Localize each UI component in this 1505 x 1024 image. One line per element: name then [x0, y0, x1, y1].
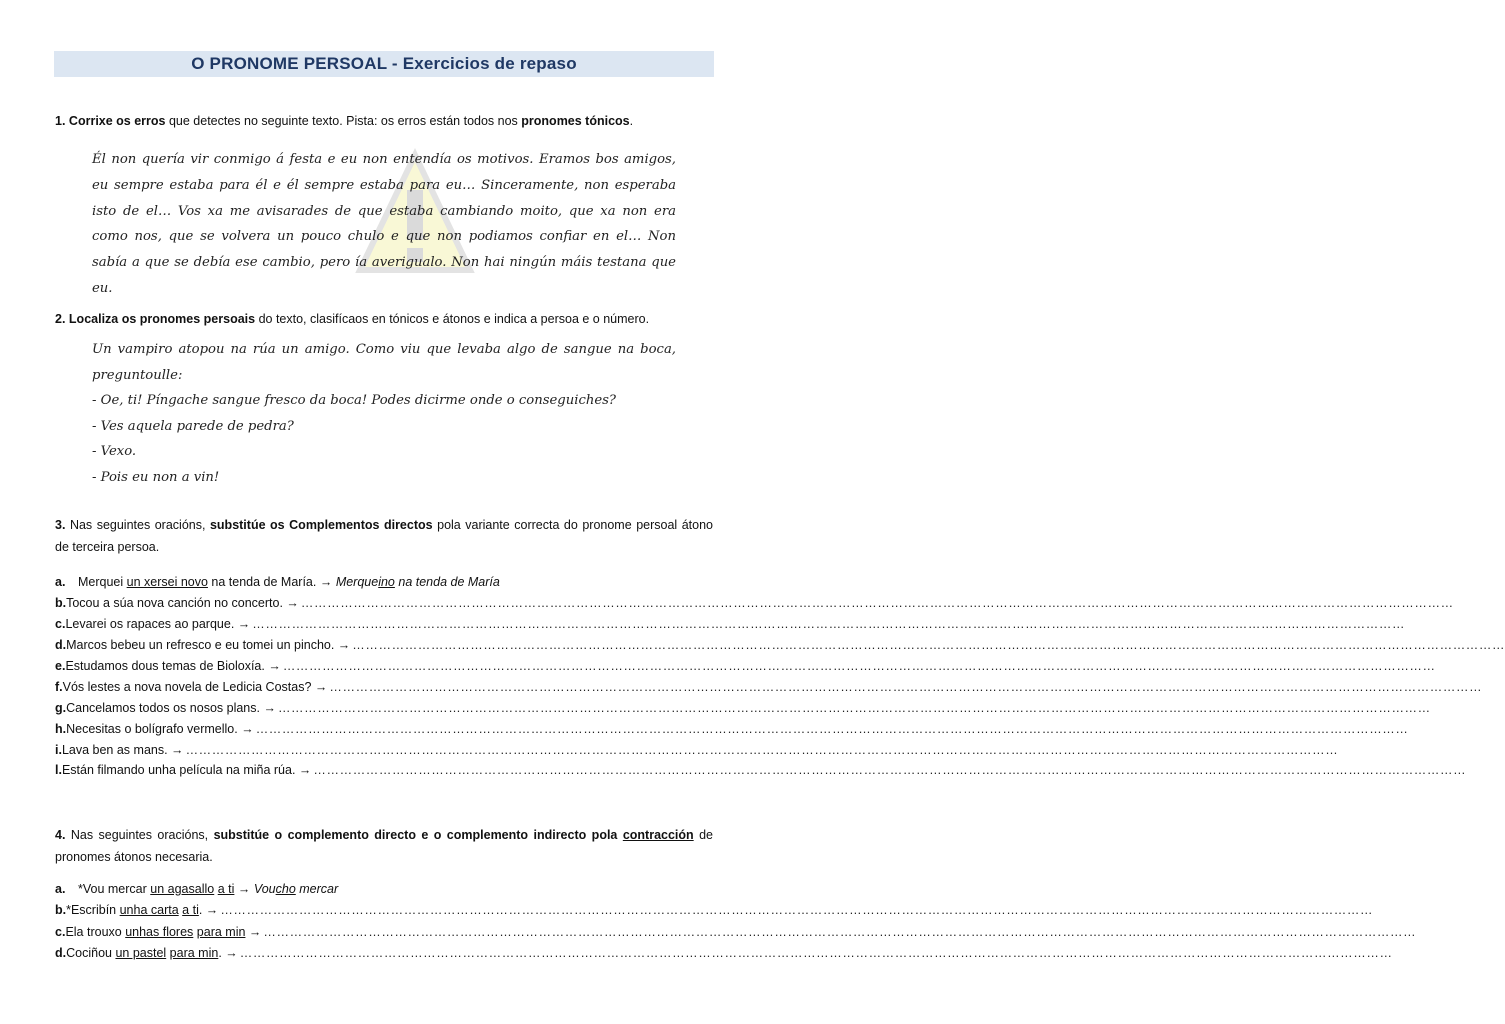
- item-letter: i.: [55, 742, 62, 757]
- dialogue-line: - Vexo.: [92, 444, 137, 459]
- exercise-1-heading: [55, 114, 633, 128]
- answer-blank[interactable]: …………………………………………………………………………………………………………………………………………………………………………………………………………………………………………: [329, 679, 1483, 694]
- answer-blank[interactable]: …………………………………………………………………………………………………………………………………………………………………………………………………………………………………………: [255, 721, 1409, 736]
- list-item: [55, 739, 1339, 760]
- item-text: Cociñou un pastel para min. →: [66, 946, 238, 961]
- dialogue-line: - Ves aquela parede de pedra?: [92, 418, 294, 434]
- answer-blank[interactable]: …………………………………………………………………………………………………………………………………………………………………………………………………………………………………………: [220, 903, 1374, 918]
- item-text: Cancelamos todos os nosos plans. →: [66, 700, 276, 715]
- answer-blank[interactable]: …………………………………………………………………………………………………………………………………………………………………………………………………………………………………………: [277, 700, 1431, 715]
- item-letter: c.: [55, 617, 66, 632]
- page-title: O PRONOME PERSOAL - Exercicios de repaso: [191, 54, 577, 73]
- answer-blank[interactable]: …………………………………………………………………………………………………………………………………………………………………………………………………………………………………………: [239, 946, 1393, 961]
- item-text: Estudamos dous temas de Bioloxía. →: [65, 659, 281, 673]
- instruction-text: Nas seguintes oracións,: [65, 828, 214, 842]
- instruction-text: pola variante correcta do pronome persoal átono de terceira persoa.: [55, 518, 713, 554]
- instruction-bold: substitúe o complemento directo e o complemento indirecto pola: [213, 828, 618, 842]
- item-text: *Vou mercar un agasallo a ti → Voucho mercar: [78, 881, 339, 896]
- exercise-number: 4.: [55, 828, 66, 842]
- quote-paragraph: Él non quería vir conmigo á festa e eu non entendía os motivos. Eramos bos amigos, eu sempre estaba para él e él sempre estaba para eu… Sinceramente, non esperaba isto de el… Vos xa me avisarades de que estaba cambiando moito, que xa non era como nos, que se volvera un pouco chulo e que non podiamos confiar en el… Non sabía a que se debía ese cambio, pero ía averigualo. Non hai ningún máis testana que eu.: [92, 152, 676, 296]
- list-item: [55, 635, 1505, 656]
- item-letter: l.: [55, 763, 62, 778]
- instruction-bold: Corrixe os erros: [68, 114, 166, 128]
- dialogue-line: - Oe, ti! Píngache sangue fresco da boca! Podes dicirme onde o conseguiches?: [92, 393, 616, 408]
- item-letter: d.: [55, 946, 67, 961]
- item-letter: c.: [55, 924, 66, 939]
- item-letter: a.: [55, 575, 66, 590]
- list-item: [55, 878, 713, 900]
- list-item: [55, 760, 1467, 781]
- instruction-text: .: [629, 114, 634, 128]
- instruction-bold: Localiza os pronomes persoais: [68, 312, 256, 326]
- item-text: Necesitas o bolígrafo vermello. →: [66, 721, 254, 736]
- exercise-number: 3.: [55, 518, 66, 532]
- exercise-2-heading: [55, 312, 649, 326]
- item-letter: g.: [55, 700, 67, 715]
- item-letter: f.: [55, 679, 63, 694]
- dialogue-line: - Pois eu non a vin!: [92, 469, 220, 485]
- item-text: *Escribín unha carta a ti. →: [66, 903, 219, 918]
- answer-blank[interactable]: …………………………………………………………………………………………………………………………………………………………………………………………………………………………………………: [185, 742, 1339, 757]
- instruction-text: do texto, clasifícaos en tónicos e átonos e indica a persoa e o número.: [255, 312, 650, 326]
- answer-blank[interactable]: …………………………………………………………………………………………………………………………………………………………………………………………………………………………………………: [300, 596, 1454, 611]
- answer-blank[interactable]: …………………………………………………………………………………………………………………………………………………………………………………………………………………………………………: [352, 638, 1505, 653]
- list-item: [55, 614, 1406, 635]
- exercise-4-heading: [55, 824, 713, 868]
- item-text: Tocou a súa nova canción no concerto. →: [66, 596, 299, 611]
- exercise-3-list: [55, 572, 1505, 781]
- instruction-text: que detectes no seguinte texto. Pista: os erros están todos nos: [165, 114, 522, 128]
- item-text: Marcos bebeu un refresco e eu tomei un pincho. →: [66, 638, 351, 653]
- list-item: [55, 921, 1417, 943]
- title-bar: [54, 51, 714, 77]
- answer-blank[interactable]: …………………………………………………………………………………………………………………………………………………………………………………………………………………………………………: [263, 924, 1417, 939]
- exercise-4-list: [55, 878, 1417, 964]
- list-item: [55, 718, 1409, 739]
- exercise-number: 2.: [55, 312, 66, 326]
- item-text: Levarei os rapaces ao parque. →: [65, 617, 251, 632]
- list-item: [55, 656, 1436, 677]
- exercise-1-text: [92, 147, 676, 302]
- item-letter: b.: [55, 903, 67, 918]
- item-letter: d.: [55, 638, 67, 653]
- item-text: Ela trouxo unhas flores para min →: [65, 924, 262, 939]
- exercise-number: 1.: [55, 114, 66, 128]
- list-item: [55, 900, 1374, 922]
- item-text: Lava ben as mans. →: [61, 742, 184, 757]
- instruction-bold: contracción: [622, 828, 694, 842]
- item-text: Están filmando unha película na miña rúa. →: [61, 763, 312, 778]
- instruction-text: Nas seguintes oracións,: [65, 518, 210, 532]
- item-letter: e.: [55, 659, 66, 673]
- dialogue-line: Un vampiro atopou na rúa un amigo. Como viu que levaba algo de sangue na boca, preguntoulle:: [92, 342, 676, 383]
- item-letter: h.: [55, 721, 67, 736]
- answer-blank[interactable]: …………………………………………………………………………………………………………………………………………………………………………………………………………………………………………: [282, 659, 1436, 673]
- list-item: [55, 593, 1454, 614]
- instruction-text: de pronomes átonos necesaria.: [55, 828, 713, 864]
- item-text: Merquei un xersei novo na tenda de María. → Merqueino na tenda de María: [78, 575, 500, 590]
- list-item: [55, 697, 1431, 718]
- answer-blank[interactable]: …………………………………………………………………………………………………………………………………………………………………………………………………………………………………………: [313, 763, 1467, 778]
- answer-blank[interactable]: …………………………………………………………………………………………………………………………………………………………………………………………………………………………………………: [252, 617, 1406, 632]
- list-item: [55, 943, 1393, 965]
- exercise-3-heading: [55, 514, 713, 558]
- exercise-2-text: [92, 337, 676, 490]
- instruction-bold: substitúe os Complementos directos: [209, 518, 433, 532]
- instruction-bold: pronomes tónicos: [521, 114, 630, 128]
- list-item: [55, 572, 713, 593]
- item-letter: a.: [55, 881, 66, 896]
- list-item: [55, 676, 1483, 697]
- item-text: Vós lestes a nova novela de Ledicia Costas? →: [62, 679, 328, 694]
- item-letter: b.: [55, 596, 67, 611]
